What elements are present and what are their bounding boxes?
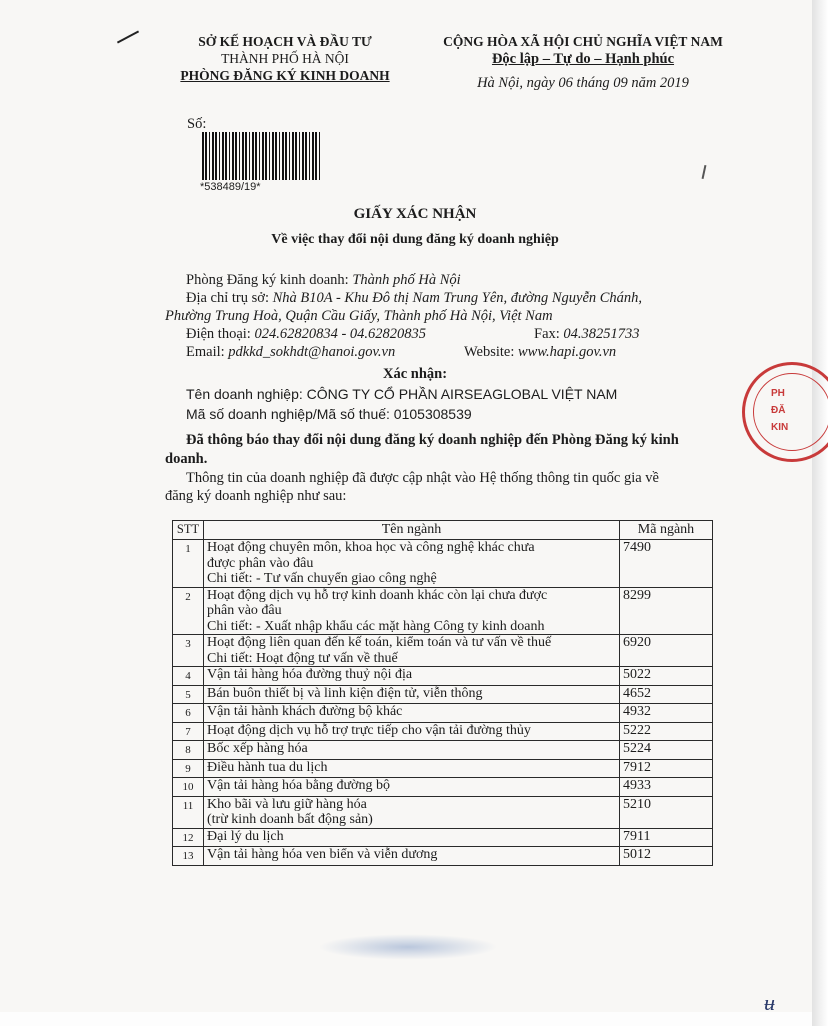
table-row: [173, 778, 713, 797]
table-row: [173, 667, 713, 686]
industry-name-line: Hoạt động chuyên môn, khoa học và công nghệ khác chưa: [207, 540, 535, 555]
industry-name-cell: [204, 540, 620, 588]
industry-code: 4933: [620, 778, 713, 797]
industry-name-line: Chi tiết: - Xuất nhập khẩu các mặt hàng Công ty kinh doanh: [207, 618, 545, 634]
notice-line-1: Đã thông báo thay đổi nội dung đăng ký doanh nghiệp đến Phòng Đăng ký kinh: [186, 432, 679, 448]
industry-name-cell: [204, 704, 620, 723]
info-line-1: Thông tin của doanh nghiệp đã được cập nhật vào Hệ thống thông tin quốc gia về: [186, 470, 659, 486]
business-lines-table: [172, 520, 713, 866]
barcode-text: *538489/19*: [200, 181, 261, 193]
office-name-label: Phòng Đăng ký kinh doanh:: [186, 272, 353, 288]
industry-name-line: Vận tải hàng hóa bằng đường bộ: [207, 778, 390, 793]
industry-code: 5022: [620, 667, 713, 686]
industry-code: 5224: [620, 741, 713, 760]
industry-name-line: Vận tải hàng hóa ven biển và viễn dương: [207, 847, 438, 862]
office-name-line: [186, 272, 461, 289]
row-number: 5: [173, 685, 204, 704]
industry-code: 7490: [620, 540, 713, 588]
row-number: 1: [173, 540, 204, 588]
industry-code: 5210: [620, 796, 713, 828]
office-email-value: pdkkd_sokhdt@hanoi.gov.vn: [228, 344, 396, 360]
industry-name-line: Chi tiết: - Tư vấn chuyển giao công nghệ: [207, 571, 437, 586]
table-row: [173, 796, 713, 828]
industry-name-cell: [204, 685, 620, 704]
industry-code: 4932: [620, 704, 713, 723]
header-industry-code: Mã ngành: [620, 521, 713, 540]
table-row: [173, 635, 713, 667]
nation-line-1: CỘNG HÒA XÃ HỘI CHỦ NGHĨA VIỆT NAM: [443, 34, 723, 49]
page-edge: [812, 0, 828, 1026]
industry-name-line: Bốc xếp hàng hóa: [207, 741, 308, 756]
industry-code: 7912: [620, 759, 713, 778]
doc-number-label: Số:: [187, 116, 207, 132]
table-row: [173, 722, 713, 741]
row-number: 8: [173, 741, 204, 760]
info-line-2: đăng ký doanh nghiệp như sau:: [165, 488, 347, 504]
document-subtitle: Về việc thay đổi nội dung đăng ký doanh nghiệp: [271, 232, 559, 247]
table-row: [173, 828, 713, 847]
industry-name-line: Hoạt động dịch vụ hỗ trợ trực tiếp cho vận tải đường thủy: [207, 722, 531, 738]
office-phone-line: [186, 326, 426, 343]
table-row: [173, 704, 713, 723]
industry-name-cell: [204, 828, 620, 847]
office-email-line: [186, 344, 395, 361]
industry-name-cell: [204, 847, 620, 866]
industry-name-line: được phân vào đâu: [207, 555, 314, 571]
office-address-line-2: Phường Trung Hoà, Quận Cầu Giấy, Thành phố Hà Nội, Việt Nam: [165, 308, 553, 324]
initials-mark: ʉ: [764, 990, 775, 1015]
row-number: 7: [173, 722, 204, 741]
industry-name-line: Hoạt động liên quan đến kế toán, kiểm toán và tư vấn về thuế: [207, 635, 552, 650]
row-number: 9: [173, 759, 204, 778]
row-number: 10: [173, 778, 204, 797]
industry-name-cell: [204, 587, 620, 635]
agency-line-2: THÀNH PHỐ HÀ NỘI: [221, 51, 349, 66]
industry-code: 5222: [620, 722, 713, 741]
agency-line-3: PHÒNG ĐĂNG KÝ KINH DOANH: [180, 68, 390, 83]
page-bottom-edge: [0, 1012, 812, 1026]
industry-name-line: Vận tải hàng hóa đường thuỷ nội địa: [207, 667, 413, 682]
industry-name-line: Điều hành tua du lịch: [207, 759, 328, 775]
table-row: [173, 540, 713, 588]
table-row: [173, 685, 713, 704]
industry-name-cell: [204, 759, 620, 778]
office-address-line: [186, 290, 642, 307]
office-fax-label: Fax:: [534, 326, 564, 342]
office-phone-label: Điện thoại:: [186, 326, 255, 342]
office-name-value: Thành phố Hà Nội: [352, 272, 461, 288]
table-row: [173, 759, 713, 778]
stamp-text-mid: ĐĂ: [771, 405, 786, 416]
industry-name-cell: [204, 778, 620, 797]
notice-line-2: doanh.: [165, 451, 208, 467]
industry-name-cell: [204, 635, 620, 667]
industry-code: 7911: [620, 828, 713, 847]
industry-name-line: Chi tiết: Hoạt động tư vấn về thuế: [207, 650, 398, 666]
industry-code: 6920: [620, 635, 713, 667]
office-fax-line: [534, 326, 640, 343]
agency-line-1: SỞ KẾ HOẠCH VÀ ĐẦU TƯ: [198, 34, 372, 49]
industry-code: 5012: [620, 847, 713, 866]
industry-name-line: Đại lý du lịch: [207, 828, 284, 844]
row-number: 13: [173, 847, 204, 866]
row-number: 2: [173, 587, 204, 635]
table-row: [173, 847, 713, 866]
table-row: [173, 587, 713, 635]
industry-code: 8299: [620, 587, 713, 635]
table-row: [173, 741, 713, 760]
industry-name-line: Bán buôn thiết bị và linh kiện điện tử, viễn thông: [207, 685, 483, 701]
industry-name-line: (trừ kinh doanh bất động sản): [207, 812, 373, 827]
office-website-line: [464, 344, 616, 361]
header-stt: STT: [173, 521, 204, 540]
tax-code: Mã số doanh nghiệp/Mã số thuế: 0105308539: [186, 406, 472, 422]
stamp-text-bottom: KIN: [771, 422, 789, 433]
office-email-label: Email:: [186, 344, 229, 360]
stamp-inner-ring: [753, 373, 828, 451]
industry-name-cell: [204, 796, 620, 828]
office-phone-value: 024.62820834 - 04.62820835: [254, 326, 427, 342]
industry-name-cell: [204, 667, 620, 686]
office-fax-value: 04.38251733: [563, 326, 640, 342]
industry-name-cell: [204, 722, 620, 741]
industry-name-line: Vận tải hành khách đường bộ khác: [207, 704, 403, 719]
company-name: Tên doanh nghiệp: CÔNG TY CỔ PHẦN AIRSEAGLOBAL VIỆT NAM: [186, 386, 618, 402]
industry-name-cell: [204, 741, 620, 760]
document-title: GIẤY XÁC NHẬN: [353, 206, 477, 222]
issue-date: Hà Nội, ngày 06 tháng 09 năm 2019: [477, 75, 689, 91]
row-number: 11: [173, 796, 204, 828]
confirm-label: Xác nhận:: [382, 366, 448, 382]
industry-name-line: Hoạt động dịch vụ hỗ trợ kinh doanh khác còn lại chưa được: [207, 587, 548, 603]
header-industry-name: Tên ngành: [204, 521, 620, 540]
nation-motto: Độc lập – Tự do – Hạnh phúc: [491, 51, 675, 67]
office-website-label: Website:: [464, 344, 518, 360]
industry-name-line: Kho bãi và lưu giữ hàng hóa: [207, 796, 367, 812]
barcode: [202, 132, 320, 180]
office-address-label: Địa chỉ trụ sở:: [186, 290, 273, 306]
industry-code: 4652: [620, 685, 713, 704]
row-number: 6: [173, 704, 204, 723]
row-number: 3: [173, 635, 204, 667]
row-number: 12: [173, 828, 204, 847]
stamp-text-top: PH: [771, 388, 785, 399]
office-address-value: Nhà B10A - Khu Đô thị Nam Trung Yên, đường Nguyễn Chánh,: [272, 290, 643, 306]
row-number: 4: [173, 667, 204, 686]
table-header-row: [173, 521, 713, 540]
industry-name-line: phân vào đâu: [207, 603, 282, 618]
office-website-value: www.hapi.gov.vn: [518, 344, 617, 360]
ink-smudge: [318, 934, 498, 960]
